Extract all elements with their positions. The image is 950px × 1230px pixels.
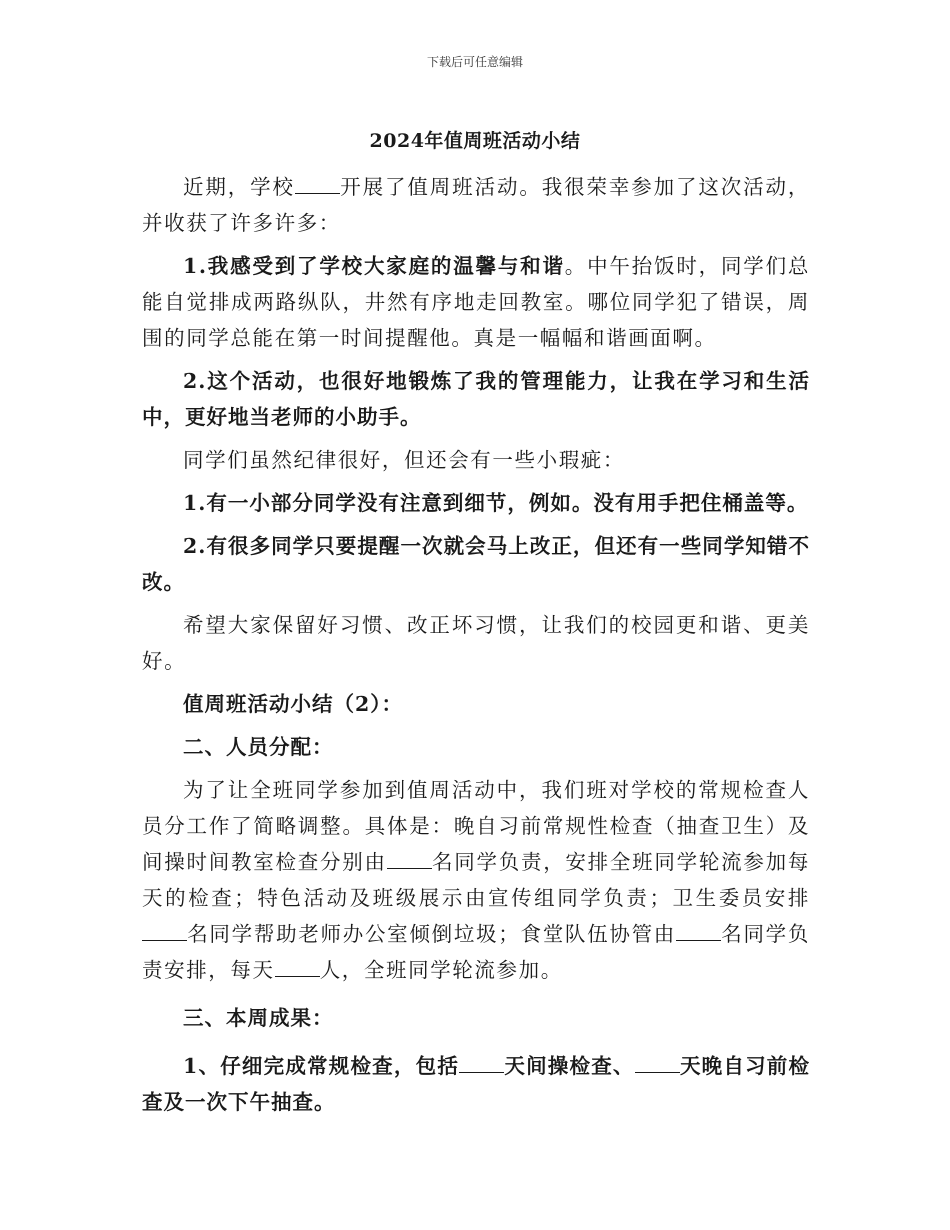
paragraph-point-2: 2.这个活动，也很好地锻炼了我的管理能力，让我在学习和生活中，更好地当老师的小助手。: [142, 369, 810, 429]
section-heading-summary-2: 值周班活动小结（2）：: [183, 692, 404, 716]
blank-line: [635, 1050, 680, 1073]
point-1-heading: 1.我感受到了学校大家庭的温馨与和谐: [183, 254, 565, 278]
paragraph-flaw-1: 1.有一小部分同学没有注意到细节，例如。没有用手把住桶盖等。: [183, 491, 809, 515]
section-heading-results: 三、本周成果：: [183, 1006, 334, 1030]
blank-line: [676, 918, 721, 941]
document-title: 2024年值周班活动小结: [369, 130, 581, 152]
paragraph-staffing: 为了让全班同学参加到值周活动中，我们班对学校的常规检查人员分工作了简略调整。具体是：晚自习前常规性检查（抽查卫生）及间操时间教室检查分别由 名同学负责，安排全班同学轮流参加每天的检查；特色活动及班级展示由宣传组同学负责；卫生委员安排名同学帮助老师办公室倾倒垃圾；食堂队伍协管由 名同学负责安排，每天 人，全班同学轮流参加。: [142, 778, 810, 982]
paragraph-flaw-2: 2.有很多同学只要提醒一次就会马上改正，但还有一些同学知错不改。: [142, 534, 810, 594]
blank-line: [387, 846, 432, 869]
paragraph-hope: 希望大家保留好习惯、改正坏习惯，让我们的校园更和谐、更美好。: [142, 613, 810, 673]
header-note: 下载后可任意编辑: [426, 55, 523, 69]
paragraph-point-1: 1.我感受到了学校大家庭的温馨与和谐。中午抬饭时，同学们总能自觉排成两路纵队，井然有序地走回教室。哪位同学犯了错误，周围的同学总能在第一时间提醒他。真是一幅幅和谐画面啊。: [142, 254, 810, 350]
blank-line: [142, 918, 187, 941]
paragraph-result-1: 1、仔细完成常规检查，包括 天间操检查、 天晚自习前检查及一次下午抽查。: [142, 1048, 810, 1120]
paragraph-flaws-intro: 同学们虽然纪律很好，但还会有一些小瑕疵：: [183, 448, 625, 472]
paragraph-intro: 近期，学校 开展了值周班活动。我很荣幸参加了这次活动，并收获了许多许多：: [142, 169, 810, 241]
blank-line: [295, 171, 340, 194]
document-body: [142, 169, 810, 1120]
section-heading-staffing: 二、人员分配：: [183, 735, 334, 759]
blank-line: [275, 954, 320, 977]
blank-line: [459, 1050, 504, 1073]
